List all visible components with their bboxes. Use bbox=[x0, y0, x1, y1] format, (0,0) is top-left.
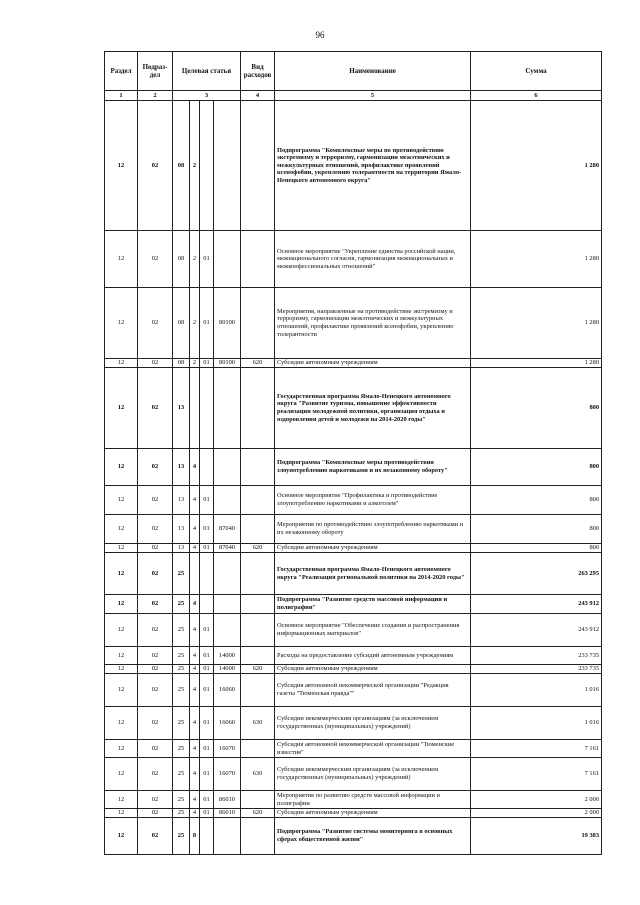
cell-name: Государственная программа Ямало-Ненецкого автономного округа "Реализация региональной политики на 2014-2020 годы" bbox=[275, 553, 471, 595]
cell-sum: 800 bbox=[471, 486, 602, 515]
cell-target-direction: 16070 bbox=[214, 758, 241, 791]
table-row bbox=[105, 449, 602, 486]
cell-target-direction bbox=[214, 595, 241, 614]
cell-expense-type: 620 bbox=[241, 665, 275, 674]
cell-target-subprogram bbox=[190, 553, 200, 595]
cell-target-program: 13 bbox=[173, 449, 190, 486]
cell-expense-type bbox=[241, 231, 275, 288]
cell-name: Субсидии автономным учреждениям bbox=[275, 809, 471, 818]
cell-podrazdel: 02 bbox=[138, 449, 173, 486]
cell-target-subprogram: 4 bbox=[190, 707, 200, 740]
cell-name: Субсидии автономным учреждениям bbox=[275, 665, 471, 674]
table-row bbox=[105, 231, 602, 288]
cell-expense-type bbox=[241, 647, 275, 665]
cell-podrazdel: 02 bbox=[138, 809, 173, 818]
table-row bbox=[105, 359, 602, 368]
cell-razdel: 12 bbox=[105, 740, 138, 758]
cell-podrazdel: 02 bbox=[138, 553, 173, 595]
cell-target-program: 25 bbox=[173, 614, 190, 647]
table-row bbox=[105, 707, 602, 740]
cell-sum: 800 bbox=[471, 544, 602, 553]
cell-target-program: 25 bbox=[173, 553, 190, 595]
cell-sum: 1 280 bbox=[471, 359, 602, 368]
cell-sum: 233 735 bbox=[471, 665, 602, 674]
header-target-article: Целевая статья bbox=[173, 52, 241, 91]
header-expense-type: Вид расходов bbox=[241, 52, 275, 91]
cell-expense-type bbox=[241, 368, 275, 449]
cell-sum: 233 735 bbox=[471, 647, 602, 665]
cell-target-event bbox=[200, 818, 214, 855]
cell-sum: 1 280 bbox=[471, 231, 602, 288]
cell-target-program: 25 bbox=[173, 707, 190, 740]
cell-target-subprogram: 4 bbox=[190, 791, 200, 809]
cell-name: Субсидия автономной некоммерческой организации "Редакция газеты "Тюменская правда"" bbox=[275, 674, 471, 707]
column-number: 6 bbox=[471, 91, 602, 101]
cell-target-subprogram: 2 bbox=[190, 231, 200, 288]
cell-razdel: 12 bbox=[105, 101, 138, 231]
cell-target-event bbox=[200, 553, 214, 595]
cell-expense-type bbox=[241, 553, 275, 595]
cell-target-event: 01 bbox=[200, 288, 214, 359]
cell-name: Подпрограмма "Комплексные меры противодействия злоупотреблению наркотиками и их незаконному обороту" bbox=[275, 449, 471, 486]
cell-target-program: 13 bbox=[173, 486, 190, 515]
cell-expense-type bbox=[241, 595, 275, 614]
cell-target-program: 08 bbox=[173, 288, 190, 359]
table-row bbox=[105, 368, 602, 449]
cell-expense-type bbox=[241, 101, 275, 231]
cell-expense-type bbox=[241, 740, 275, 758]
cell-target-direction: 86010 bbox=[214, 809, 241, 818]
table-row bbox=[105, 288, 602, 359]
cell-target-program: 13 bbox=[173, 544, 190, 553]
cell-target-program: 08 bbox=[173, 101, 190, 231]
cell-target-program: 25 bbox=[173, 740, 190, 758]
cell-razdel: 12 bbox=[105, 791, 138, 809]
table-row bbox=[105, 544, 602, 553]
cell-target-direction: 14000 bbox=[214, 647, 241, 665]
cell-name: Субсидия автономной некоммерческой организации "Тюменские известия" bbox=[275, 740, 471, 758]
column-number: 3 bbox=[173, 91, 241, 101]
cell-podrazdel: 02 bbox=[138, 231, 173, 288]
cell-target-event: 01 bbox=[200, 544, 214, 553]
table-row bbox=[105, 740, 602, 758]
cell-razdel: 12 bbox=[105, 809, 138, 818]
cell-name: Подпрограмма "Развитие системы мониторинга в основных сферах общественной жизни" bbox=[275, 818, 471, 855]
column-number-row bbox=[105, 91, 602, 101]
cell-target-subprogram: 2 bbox=[190, 288, 200, 359]
cell-expense-type: 620 bbox=[241, 544, 275, 553]
cell-name: Основное мероприятие "Профилактика и противодействие злоупотреблению наркотиками и алкоголем" bbox=[275, 486, 471, 515]
cell-name: Основное мероприятие "Укрепление единства российской нации, межнационального согласия, гармонизация межнациональных и межконфессиональных отношений" bbox=[275, 231, 471, 288]
cell-target-direction: 87040 bbox=[214, 515, 241, 544]
cell-target-event: 01 bbox=[200, 486, 214, 515]
cell-target-direction: 87040 bbox=[214, 544, 241, 553]
cell-podrazdel: 02 bbox=[138, 674, 173, 707]
cell-name: Подпрограмма "Комплексные меры по противодействию экстремизму и терроризму, гармонизации межэтнических и межкультурных отношений, профилактике проявлений ксенофобии, укреплению толерантности на территории Ямало-Ненецкого автономного округа" bbox=[275, 101, 471, 231]
column-number: 1 bbox=[105, 91, 138, 101]
cell-target-direction: 16060 bbox=[214, 707, 241, 740]
cell-name: Мероприятия, направленные на противодействие экстремизму и терроризму, гармонизации межэтнических и межкультурных отношений, профилактике проявлений ксенофобии, укреплению толерантности bbox=[275, 288, 471, 359]
cell-target-subprogram: 4 bbox=[190, 614, 200, 647]
table-row bbox=[105, 101, 602, 231]
header-sum: Сумма bbox=[471, 52, 602, 91]
cell-target-subprogram: 4 bbox=[190, 740, 200, 758]
cell-target-event bbox=[200, 449, 214, 486]
cell-target-direction: 14000 bbox=[214, 665, 241, 674]
cell-target-event bbox=[200, 595, 214, 614]
cell-name: Субсидии некоммерческим организациям (за исключением государственных (муниципальных) учреждений) bbox=[275, 758, 471, 791]
cell-podrazdel: 02 bbox=[138, 515, 173, 544]
cell-expense-type bbox=[241, 449, 275, 486]
cell-sum: 2 000 bbox=[471, 791, 602, 809]
table-row bbox=[105, 486, 602, 515]
cell-podrazdel: 02 bbox=[138, 486, 173, 515]
column-number: 5 bbox=[275, 91, 471, 101]
cell-target-event bbox=[200, 101, 214, 231]
cell-name: Расходы на предоставление субсидий автономным учреждениям bbox=[275, 647, 471, 665]
cell-target-event: 01 bbox=[200, 665, 214, 674]
cell-sum: 243 912 bbox=[471, 595, 602, 614]
cell-sum: 7 161 bbox=[471, 740, 602, 758]
cell-razdel: 12 bbox=[105, 758, 138, 791]
cell-podrazdel: 02 bbox=[138, 368, 173, 449]
cell-podrazdel: 02 bbox=[138, 544, 173, 553]
cell-razdel: 12 bbox=[105, 231, 138, 288]
cell-target-direction bbox=[214, 614, 241, 647]
cell-razdel: 12 bbox=[105, 595, 138, 614]
table-row bbox=[105, 553, 602, 595]
cell-target-direction bbox=[214, 449, 241, 486]
cell-target-program: 08 bbox=[173, 231, 190, 288]
cell-podrazdel: 02 bbox=[138, 665, 173, 674]
table-row bbox=[105, 758, 602, 791]
table-row bbox=[105, 614, 602, 647]
cell-sum: 800 bbox=[471, 449, 602, 486]
cell-target-subprogram: 4 bbox=[190, 809, 200, 818]
cell-expense-type bbox=[241, 515, 275, 544]
cell-podrazdel: 02 bbox=[138, 647, 173, 665]
cell-target-direction bbox=[214, 231, 241, 288]
cell-podrazdel: 02 bbox=[138, 614, 173, 647]
cell-sum: 1 280 bbox=[471, 101, 602, 231]
cell-target-subprogram: 4 bbox=[190, 647, 200, 665]
header-row bbox=[105, 52, 602, 91]
cell-expense-type bbox=[241, 288, 275, 359]
cell-expense-type bbox=[241, 674, 275, 707]
cell-podrazdel: 02 bbox=[138, 288, 173, 359]
cell-razdel: 12 bbox=[105, 553, 138, 595]
header-podrazdel: Подраз-дел bbox=[138, 52, 173, 91]
column-number: 4 bbox=[241, 91, 275, 101]
cell-target-subprogram: 2 bbox=[190, 101, 200, 231]
cell-razdel: 12 bbox=[105, 288, 138, 359]
cell-expense-type: 630 bbox=[241, 758, 275, 791]
cell-target-subprogram: 4 bbox=[190, 486, 200, 515]
table-row bbox=[105, 647, 602, 665]
cell-expense-type bbox=[241, 818, 275, 855]
cell-expense-type bbox=[241, 614, 275, 647]
cell-target-program: 25 bbox=[173, 665, 190, 674]
cell-sum: 1 016 bbox=[471, 707, 602, 740]
cell-podrazdel: 02 bbox=[138, 740, 173, 758]
cell-target-program: 25 bbox=[173, 674, 190, 707]
cell-expense-type bbox=[241, 791, 275, 809]
cell-target-direction bbox=[214, 553, 241, 595]
cell-razdel: 12 bbox=[105, 368, 138, 449]
cell-target-subprogram: 4 bbox=[190, 595, 200, 614]
cell-sum: 800 bbox=[471, 515, 602, 544]
cell-target-subprogram bbox=[190, 368, 200, 449]
cell-razdel: 12 bbox=[105, 707, 138, 740]
cell-name: Основное мероприятие "Обеспечение создания и распространения информационных материалов" bbox=[275, 614, 471, 647]
cell-target-program: 25 bbox=[173, 809, 190, 818]
cell-podrazdel: 02 bbox=[138, 758, 173, 791]
cell-sum: 1 016 bbox=[471, 674, 602, 707]
cell-target-event: 01 bbox=[200, 515, 214, 544]
cell-razdel: 12 bbox=[105, 515, 138, 544]
cell-target-event: 01 bbox=[200, 740, 214, 758]
cell-expense-type: 620 bbox=[241, 809, 275, 818]
cell-target-event: 01 bbox=[200, 231, 214, 288]
cell-razdel: 12 bbox=[105, 647, 138, 665]
cell-target-direction bbox=[214, 368, 241, 449]
cell-target-program: 25 bbox=[173, 758, 190, 791]
cell-name: Мероприятия по противодействию злоупотреблению наркотиками и их незаконному обороту bbox=[275, 515, 471, 544]
cell-target-direction: 80100 bbox=[214, 288, 241, 359]
column-number: 2 bbox=[138, 91, 173, 101]
cell-sum: 243 912 bbox=[471, 614, 602, 647]
cell-target-event bbox=[200, 368, 214, 449]
table-row bbox=[105, 791, 602, 809]
cell-name: Субсидии автономным учреждениям bbox=[275, 544, 471, 553]
cell-expense-type bbox=[241, 486, 275, 515]
cell-target-direction: 86010 bbox=[214, 791, 241, 809]
table-row bbox=[105, 665, 602, 674]
budget-table bbox=[104, 51, 602, 855]
table-row bbox=[105, 674, 602, 707]
cell-podrazdel: 02 bbox=[138, 818, 173, 855]
cell-target-program: 25 bbox=[173, 818, 190, 855]
cell-razdel: 12 bbox=[105, 486, 138, 515]
cell-target-direction: 16060 bbox=[214, 674, 241, 707]
cell-podrazdel: 02 bbox=[138, 595, 173, 614]
cell-razdel: 12 bbox=[105, 544, 138, 553]
cell-razdel: 12 bbox=[105, 449, 138, 486]
cell-target-event: 01 bbox=[200, 359, 214, 368]
cell-target-direction bbox=[214, 101, 241, 231]
cell-target-program: 13 bbox=[173, 368, 190, 449]
cell-podrazdel: 02 bbox=[138, 101, 173, 231]
cell-podrazdel: 02 bbox=[138, 707, 173, 740]
cell-target-subprogram: 4 bbox=[190, 449, 200, 486]
cell-name: Субсидии некоммерческим организациям (за исключением государственных (муниципальных) учреждений) bbox=[275, 707, 471, 740]
table-row bbox=[105, 595, 602, 614]
table-row bbox=[105, 818, 602, 855]
cell-target-event: 01 bbox=[200, 674, 214, 707]
cell-podrazdel: 02 bbox=[138, 359, 173, 368]
cell-target-subprogram: 2 bbox=[190, 359, 200, 368]
cell-sum: 19 383 bbox=[471, 818, 602, 855]
cell-target-subprogram: 4 bbox=[190, 544, 200, 553]
cell-target-program: 25 bbox=[173, 595, 190, 614]
cell-target-event: 01 bbox=[200, 791, 214, 809]
cell-target-program: 08 bbox=[173, 359, 190, 368]
cell-target-event: 01 bbox=[200, 809, 214, 818]
cell-target-event: 01 bbox=[200, 614, 214, 647]
cell-razdel: 12 bbox=[105, 614, 138, 647]
cell-target-subprogram: 8 bbox=[190, 818, 200, 855]
cell-sum: 2 000 bbox=[471, 809, 602, 818]
cell-expense-type: 620 bbox=[241, 359, 275, 368]
cell-expense-type: 630 bbox=[241, 707, 275, 740]
cell-sum: 1 280 bbox=[471, 288, 602, 359]
cell-target-subprogram: 4 bbox=[190, 674, 200, 707]
header-name: Наименование bbox=[275, 52, 471, 91]
cell-razdel: 12 bbox=[105, 665, 138, 674]
cell-target-program: 13 bbox=[173, 515, 190, 544]
cell-razdel: 12 bbox=[105, 818, 138, 855]
cell-razdel: 12 bbox=[105, 359, 138, 368]
cell-target-subprogram: 4 bbox=[190, 758, 200, 791]
cell-target-subprogram: 4 bbox=[190, 665, 200, 674]
cell-name: Мероприятия по развитию средств массовой информации и полиграфии bbox=[275, 791, 471, 809]
cell-target-event: 01 bbox=[200, 647, 214, 665]
cell-target-program: 25 bbox=[173, 791, 190, 809]
table-row bbox=[105, 809, 602, 818]
cell-sum: 800 bbox=[471, 368, 602, 449]
cell-target-event: 01 bbox=[200, 707, 214, 740]
cell-target-direction: 16070 bbox=[214, 740, 241, 758]
cell-name: Субсидии автономным учреждениям bbox=[275, 359, 471, 368]
cell-podrazdel: 02 bbox=[138, 791, 173, 809]
cell-sum: 263 295 bbox=[471, 553, 602, 595]
cell-razdel: 12 bbox=[105, 674, 138, 707]
page-number: 96 bbox=[315, 30, 325, 40]
cell-sum: 7 161 bbox=[471, 758, 602, 791]
cell-target-direction: 80100 bbox=[214, 359, 241, 368]
cell-name: Государственная программа Ямало-Ненецкого автономного округа "Развитие туризма, повышение эффективности реализации молодежной политики, организация отдыха и оздоровления детей и молодежи на 2014-2020 годы" bbox=[275, 368, 471, 449]
cell-name: Подпрограмма "Развитие средств массовой информации и полиграфии" bbox=[275, 595, 471, 614]
cell-target-direction bbox=[214, 818, 241, 855]
header-razdel: Раздел bbox=[105, 52, 138, 91]
cell-target-direction bbox=[214, 486, 241, 515]
cell-target-subprogram: 4 bbox=[190, 515, 200, 544]
table-row bbox=[105, 515, 602, 544]
cell-target-event: 01 bbox=[200, 758, 214, 791]
cell-target-program: 25 bbox=[173, 647, 190, 665]
